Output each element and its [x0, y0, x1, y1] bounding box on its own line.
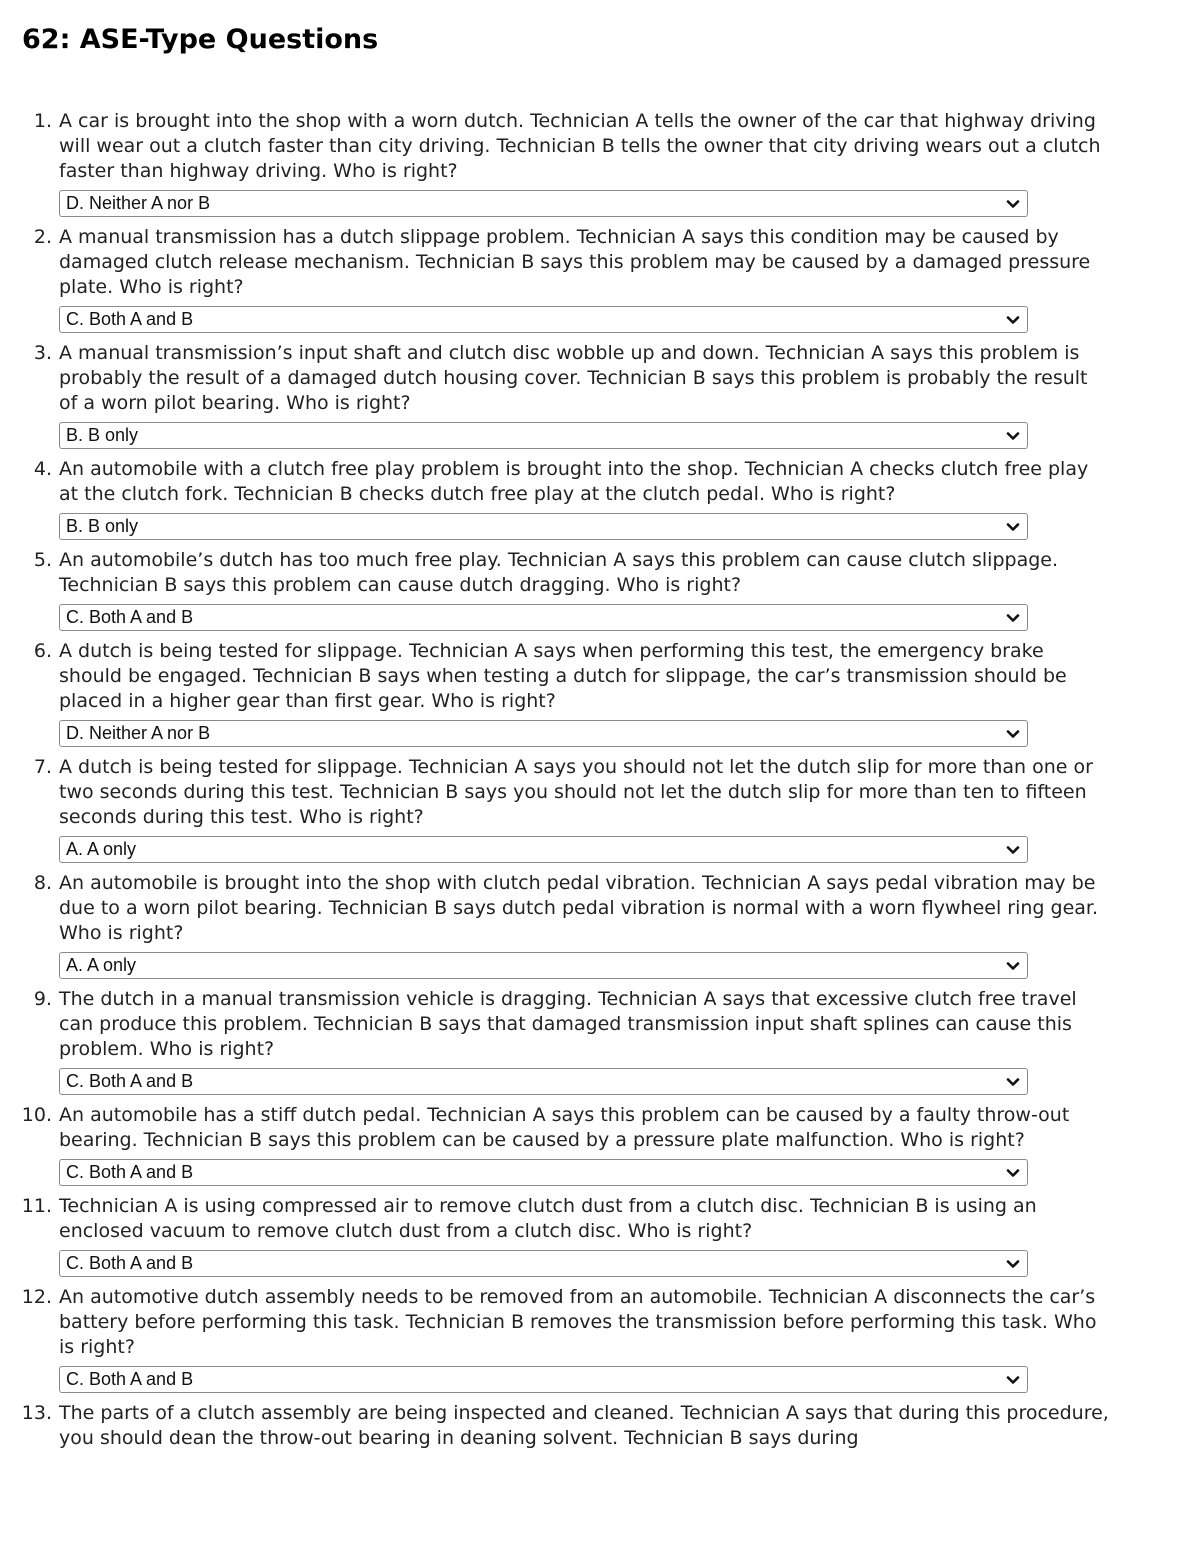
answer-selected-value: D. Neither A nor B	[66, 723, 211, 743]
question-number: 1.	[33, 110, 52, 132]
question-text: A dutch is being tested for slippage. Technician A says when performing this test, the emergency brake should be engaged. Technician B says when testing a dutch for slippage, the car’s transmission should be placed in a higher gear than first gear. Who is right?	[59, 640, 1067, 712]
question-text: Technician A is using compressed air to remove clutch dust from a clutch disc. Technician B is using an enclosed vacuum to remove clutch dust from a clutch disc. Who is right?	[59, 1195, 1037, 1242]
question-text: A car is brought into the shop with a worn dutch. Technician A tells the owner of the car that highway driving will wear out a clutch faster than city driving. Technician B tells the owner that city driving wears out a clutch faster than highway driving. Who is right?	[59, 110, 1101, 182]
question-number: 13.	[21, 1402, 52, 1424]
question-text: The parts of a clutch assembly are being inspected and cleaned. Technician A says that during this procedure, you should dean the throw-out bearing in deaning solvent. Technician B says during	[59, 1402, 1109, 1449]
chevron-down-icon	[1006, 520, 1020, 534]
answer-selected-value: B. B only	[66, 516, 139, 536]
chevron-down-icon	[1006, 429, 1020, 443]
chevron-down-icon	[1006, 313, 1020, 327]
question-number: 10.	[21, 1104, 52, 1126]
answer-selected-value: C. Both A and B	[66, 1162, 194, 1182]
question-text: A manual transmission has a dutch slippage problem. Technician A says this condition may be caused by damaged clutch release mechanism. Technician B says this problem may be caused by a damaged pressure plate. Who is right?	[59, 226, 1091, 298]
chevron-down-icon	[1006, 1373, 1020, 1387]
chevron-down-icon	[1006, 843, 1020, 857]
answer-select[interactable]	[59, 306, 1028, 333]
answer-selected-value: B. B only	[66, 425, 139, 445]
answer-selected-value: C. Both A and B	[66, 1071, 194, 1091]
question-number: 8.	[33, 872, 52, 894]
answer-selected-value: C. Both A and B	[66, 1253, 194, 1273]
answer-select[interactable]	[59, 1366, 1028, 1393]
question-list	[0, 109, 1200, 1451]
answer-select[interactable]	[59, 1068, 1028, 1095]
question-item	[0, 341, 1200, 449]
question-number: 5.	[33, 549, 52, 571]
answer-select[interactable]	[59, 720, 1028, 747]
chevron-down-icon	[1006, 1075, 1020, 1089]
question-text: An automobile is brought into the shop with clutch pedal vibration. Technician A says pedal vibration may be due to a worn pilot bearing. Technician B says dutch pedal vibration is normal with a worn flywheel ring gear. Who is right?	[59, 872, 1099, 944]
question-item	[0, 109, 1200, 217]
question-text: An automobile with a clutch free play problem is brought into the shop. Technician A checks clutch free play at the clutch fork. Technician B checks dutch free play at the clutch pedal. Who is right?	[59, 458, 1089, 505]
question-text: A manual transmission’s input shaft and clutch disc wobble up and down. Technician A says this problem is probably the result of a damaged dutch housing cover. Technician B says this problem is probably the result of a worn pilot bearing. Who is right?	[59, 342, 1088, 414]
question-item	[0, 871, 1200, 979]
question-number: 9.	[33, 988, 52, 1010]
question-number: 12.	[21, 1286, 52, 1308]
chevron-down-icon	[1006, 727, 1020, 741]
answer-select[interactable]	[59, 190, 1028, 217]
question-item	[0, 987, 1200, 1095]
question-number: 4.	[33, 458, 52, 480]
question-item	[0, 1285, 1200, 1393]
question-text: An automotive dutch assembly needs to be removed from an automobile. Technician A disconnects the car’s battery before performing this task. Technician B removes the transmission before performing this task. Who is right?	[59, 1286, 1097, 1358]
answer-select[interactable]	[59, 422, 1028, 449]
answer-select[interactable]	[59, 1159, 1028, 1186]
chevron-down-icon	[1006, 1257, 1020, 1271]
answer-selected-value: C. Both A and B	[66, 309, 194, 329]
answer-select[interactable]	[59, 513, 1028, 540]
question-item	[0, 1194, 1200, 1277]
chevron-down-icon	[1006, 611, 1020, 625]
question-item	[0, 639, 1200, 747]
question-item	[0, 1103, 1200, 1186]
question-item	[0, 548, 1200, 631]
answer-selected-value: C. Both A and B	[66, 607, 194, 627]
question-number: 3.	[33, 342, 52, 364]
question-number: 7.	[33, 756, 52, 778]
answer-select[interactable]	[59, 952, 1028, 979]
question-text: A dutch is being tested for slippage. Technician A says you should not let the dutch slip for more than one or two seconds during this test. Technician B says you should not let the dutch slip for more than ten to fifteen seconds during this test. Who is right?	[59, 756, 1093, 828]
chevron-down-icon	[1006, 959, 1020, 973]
question-number: 2.	[33, 226, 52, 248]
answer-select[interactable]	[59, 604, 1028, 631]
answer-select[interactable]	[59, 1250, 1028, 1277]
question-number: 6.	[33, 640, 52, 662]
chevron-down-icon	[1006, 1166, 1020, 1180]
page-title: 62: ASE-Type Questions	[22, 24, 379, 55]
answer-selected-value: A. A only	[66, 839, 137, 859]
answer-selected-value: C. Both A and B	[66, 1369, 194, 1389]
question-item	[0, 755, 1200, 863]
answer-select[interactable]	[59, 836, 1028, 863]
question-number: 11.	[21, 1195, 52, 1217]
question-item	[0, 457, 1200, 540]
question-text: An automobile’s dutch has too much free play. Technician A says this problem can cause clutch slippage. Technician B says this problem can cause dutch dragging. Who is right?	[59, 549, 1059, 596]
answer-selected-value: A. A only	[66, 955, 137, 975]
chevron-down-icon	[1006, 197, 1020, 211]
question-item	[0, 1401, 1200, 1451]
question-text: The dutch in a manual transmission vehicle is dragging. Technician A says that excessive clutch free travel can produce this problem. Technician B says that damaged transmission input shaft splines can cause this problem. Who is right?	[59, 988, 1077, 1060]
answer-selected-value: D. Neither A nor B	[66, 193, 211, 213]
question-text: An automobile has a stiff dutch pedal. Technician A says this problem can be caused by a faulty throw-out bearing. Technician B says this problem can be caused by a pressure plate malfunction. Who is right?	[59, 1104, 1070, 1151]
question-item	[0, 225, 1200, 333]
